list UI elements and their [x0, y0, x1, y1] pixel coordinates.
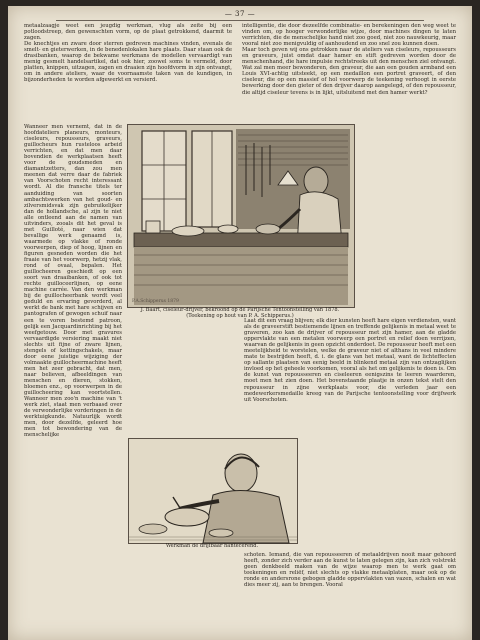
text-column-right-beside-figure [304, 438, 456, 544]
figure-caption: J. Baart, ciseleur-drijver, bekroond op de Parijsche Tentoonstelling van 1878. (Teekening op hout van P. A. Schipperus.) [140, 307, 340, 319]
paragraph: metaalzaagje weet een jeugdig werkman, vlug als zeite bij een potloodstreep, den gewenschten vorm, op de plaat getrokkend, daarmit te zagen. [24, 23, 232, 42]
engraving-craftsman-portrait [128, 438, 298, 544]
paragraph: Wanneer men vernemt, dat in de hoofdateliers planeurs, monteurs, ciseleurs, repousseurs, graveurs, guillocheurs hun rusteloos arbeid verrichten, en dat men daar bovendien de werkplaatsen heeft voor de goudsmeden en diamantzetters, dan zou men meenen dat verre daar de fabriek van Voorschoten recht interessant wordt. Al die fransche titels ter aanduiding van soorten ambachtswerken van het goud- en zilversmidsvak zijn gebruikelijker dan de hollandsche, al zijn te niet alle ontleend aan de namen van uitvinders, zooals dit het geval is met Guilloté, naar wien dat bevallige werk genaamd is, waarmede op vlakke of ronde voorwerpen, diep of hoog, lijnen en figuren gesneden worden die het fraaie van het voorwerp, hetzij vlak, rond of ovaal, bepalen. Het guillocheeren geschiedt op een soort van draaibanken, of ook tot rechte guilloceerlijnen, op eene machine carrée. Van den werkman bij de guillocheerbank wordt veel geduld en ervaring gevorderd, al werkt de bank met hare schijven en pantografen of gewogen schuif naar een te voren bestemd patroon, gelijk een Jacquardinrichting bij het weefgetouw. Door met gravures vervaardigde versiering maakt niet slechts uit fijne of zware lijnen, stengels of kettingschakels, maar door eene juistige wijziging der volmaakte guillocheermachine heeft men het zeer gebracht, dat men, naar believen, afbeeldingen van menschen en dieren, stokken, bloemen enz., op voorwerpen in de guillocheering kan voortstellen. Wanneer men zoo'n machine van 't werk ziet, staat men verbaasd over de verwonderlijke vorderingen in de werktuigkunde. Natuurlijk wordt men, door dezelfde, geleerd hoe men tot bewondering van de menschelijke [24, 124, 122, 439]
newspaper-page [8, 6, 472, 640]
text-column-right-narrow [358, 124, 456, 312]
header-rule [56, 20, 424, 21]
page-number: — 37 — [224, 10, 256, 18]
workshop-illustration [128, 125, 354, 307]
text-column-bottom-right [244, 552, 456, 634]
paragraph: intelligentie, die door dezeelfde combinatie- en berekeningen den weg weet te vinden om, op hooger verwonderlijke wijze, door machines dingen te laten verrichten, die de menschelijke hand niet zoo goed, niet zoo nauwkeurig, maar vooral niet zoo menigvuldig of aanhoudend en zoo snel zou kunnen doen. [242, 23, 456, 48]
figure-caption: Werkman de drijfbaar hantecerend. [165, 543, 259, 549]
text-column-left-top [24, 23, 232, 123]
paragraph: De knechtjes en zware door sterren gedreven machines vinden, evenals de smelt- en gieterwerken, in de benedenlokalen hare plaats. Daar staan ook de drasibanken, waarop de bekwame werkmans de modellen vervaardigt van menig gesmelt handelsartikel, dat ook hier, zoowel soms te vermeld, door platten, knippen, uitzagen, zagen en draaien zijn hoofdvorm in zijn ontvangt, om in andere ateliers, waar de voornaamste taken van de kundigen, in bijzonderheden te worden afgewerkt en versierd. [24, 41, 232, 84]
text-column-left-narrow [24, 124, 122, 439]
paragraph: schoten. Iemand, die van repousseeren of metaaldrijven nooit maar gehoord heeft, zonder zich verder aan de kunst te laten gelegen zijn, kan zich volstrekt geen denkbeeld maken van de wijze waarop men te werk gaat om teekeningen en reliëf, niet slechts op vlakke metaalplaten, maar ook op de ronde en andersrone gebogen gladde oppervlakten van vazen, schalen en wat dies meer zij, aan te brengen. Vooral [244, 552, 456, 589]
text-column-left-lower [24, 318, 122, 634]
paragraph: Maar toch geven wij ons getrokken naar de ateliers van ciseleurs, repousseurs en graveurs, juist omdat daar hamer en stift gedreven worden door de menschenhand, die hare impulsie rechtstreeks uit den menschen ziel ontvangt. Wat zal men meer bewonderen, den graveur, die aan een gouden armband een Louis XVI-achtig uitsteekt, op een medaillon een portret graveert, of den ciseleur, die op een massief of hol voorwerp de teekening verhoogt in eerste bewerking door den gieter of den drijver daarop aangelegd, of den repousseur, die altijd ciseleur tevens is in lijkt, uitsluitend met den hamer werkt? [242, 47, 456, 96]
artist-signature: P.A.Schipperus 1879 [132, 299, 179, 304]
engraving-goldsmith-workshop [127, 124, 355, 308]
paragraph: Laat dit een vraag blijven; elk dier kunsten heeft hare eigen verdiensten, want als de graveerstift bestiemende lijnen en treffende gelijkenis in metaal weet te graveren, zoo kan de drijver of repousseur met zijn hamer, aan de gladde oppervlakte van een metalen voorwerp een portret en relief doen verrijzen, waarvan de gelijkenis in geen opzicht onderdoet. De repousseur heeft met een meetelijkheid te worstelen, welke de graveur niet of althans in veel mindere mate te bestrijden heeft, d. i. de glans van het metaal, want de lichteffecten op sallante plaatsen van eenig beeld in blinkend metaal zijn van ontzaglijken invloed op het geheele voorkomen, vooral als het om gelijkenis te doen is. Om de kunst van repousseeren en ciseleeren eenigszins te leeren waarderen, moet men het zien doen. Het bovenstaande plaatje in onzen tekst stelt den repousseur in zijne werkplaats voor, die verleden jaar een medewerkersmedaille kreeg van de Parijsche tentoonstelling voor drijfwerk uit Voorschoten. [244, 318, 456, 403]
text-column-right-top [242, 23, 456, 121]
craftsman-illustration [129, 439, 297, 543]
text-column-right-mid [244, 318, 456, 436]
